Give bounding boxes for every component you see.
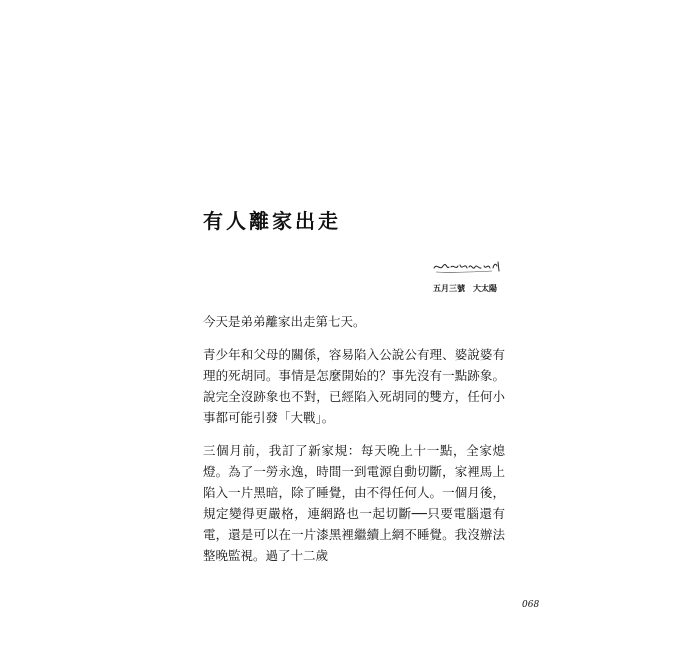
paragraph: 三個月前，我訂了新家規：每天晚上十一點，全家熄燈。為了一勞永逸，時間一到電源自動切斷，家裡馬上陷入一片黑暗，除了睡覺，由不得任何人。一個月後，規定變得更嚴格，連網路也一起切斷──只要電腦還有電，還是可以在一片漆黑裡繼續上網不睡覺。我沒辦法整晚監視。過了十二歲: [203, 443, 505, 563]
chapter-title: 有人離家出走: [203, 209, 341, 233]
paragraph: 今天是弟弟離家出走第七天。: [203, 314, 366, 329]
page-number: 068: [522, 600, 540, 610]
dateline: [433, 283, 497, 294]
paragraph: 青少年和父母的關係，容易陷入公說公有理、婆說婆有理的死胡同。事情是怎麼開始的？事先沒有一點跡象。說完全沒跡象也不對，已經陷入死胡同的雙方，任何小事都可能引發「大戰」。: [203, 347, 505, 425]
handwritten-signature: [432, 259, 502, 275]
body-text: [203, 311, 505, 578]
date-text: 五月三號: [433, 284, 465, 293]
author-name: 大太陽: [473, 284, 497, 293]
